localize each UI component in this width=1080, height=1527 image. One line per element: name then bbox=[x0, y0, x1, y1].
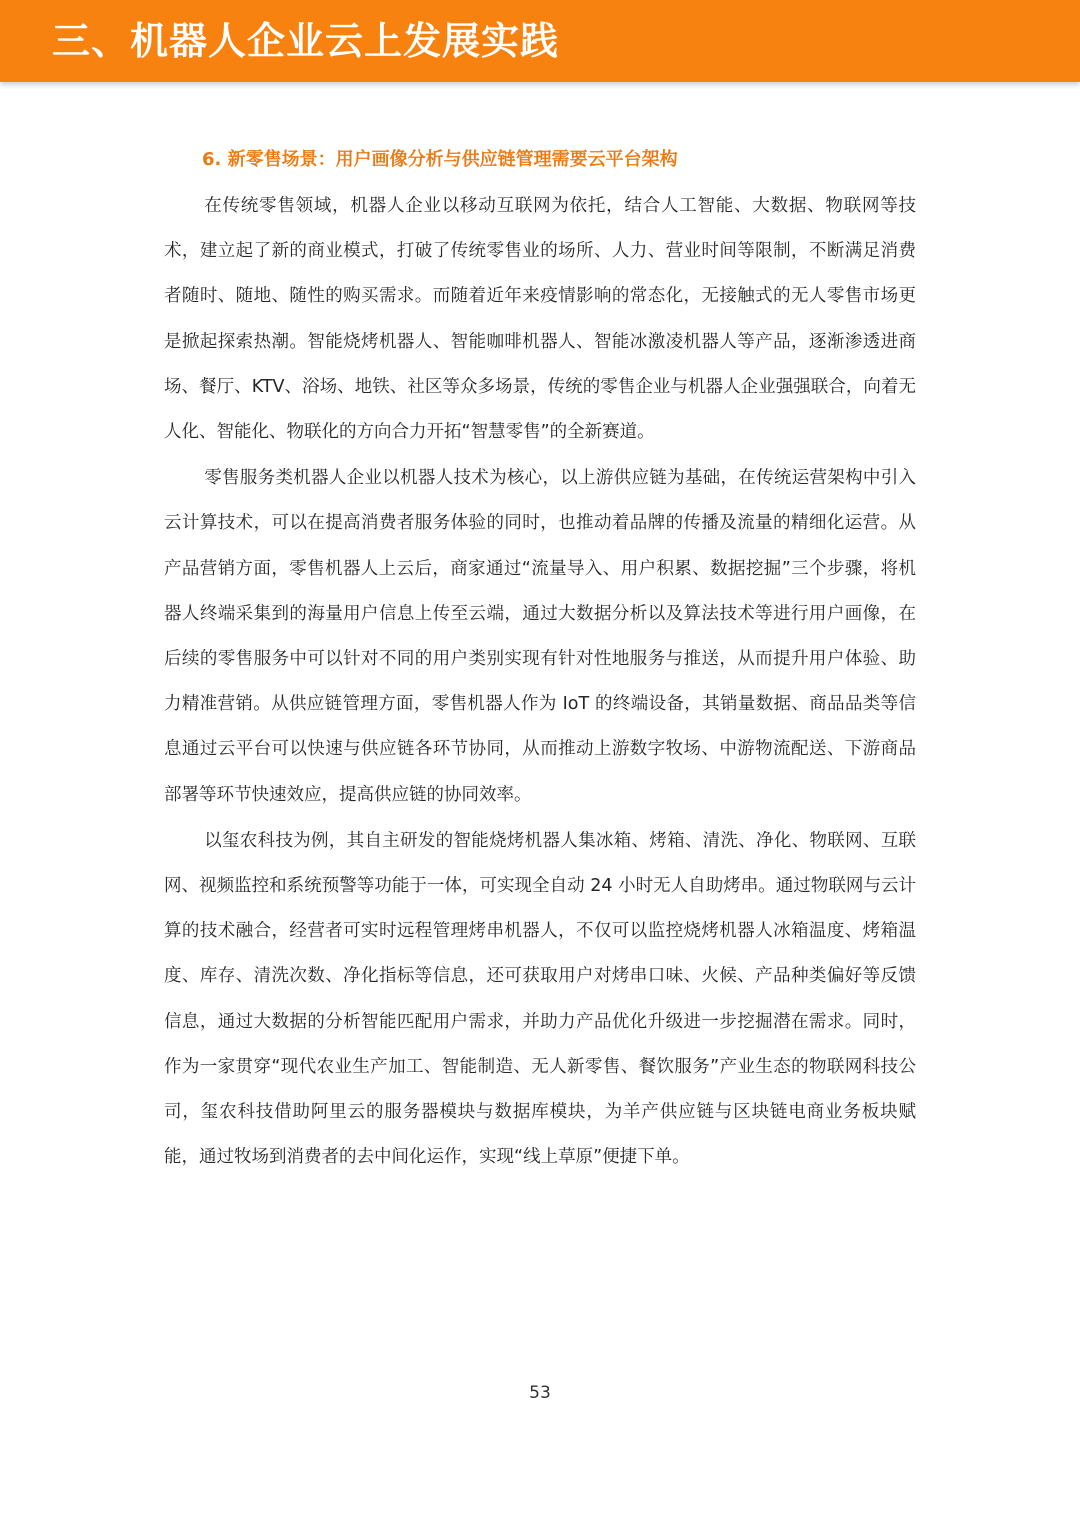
page-number: 53 bbox=[529, 1383, 551, 1403]
section-heading: 6. 新零售场景：用户画像分析与供应链管理需要云平台架构 bbox=[202, 149, 678, 170]
paragraph-2: 零售服务类机器人企业以机器人技术为核心，以上游供应链为基础，在传统运营架构中引入云计算技术，可以在提高消费者服务体验的同时，也推动着品牌的传播及流量的精细化运营。从产品营销方面，零售机器人上云后，商家通过“流量导入、用户积累、数据挖掘”三个步骤，将机器人终端采集到的海量用户信息上传至云端，通过大数据分析以及算法技术等进行用户画像，在后续的零售服务中可以针对不同的用户类别实现有针对性地服务与推送，从而提升用户体验、助力精准营销。从供应链管理方面，零售机器人作为 IoT 的终端设备，其销量数据、商品品类等信息通过云平台可以快速与供应链各环节协同，从而推动上游数字牧场、中游物流配送、下游商品部署等环节快速效应，提高供应链的协同效率。 bbox=[164, 468, 916, 805]
paragraph-3: 以玺农科技为例，其自主研发的智能烧烤机器人集冰箱、烤箱、清洗、净化、物联网、互联网、视频监控和系统预警等功能于一体，可实现全自动 24 小时无人自助烤串。通过物联网与云计算的技术融合，经营者可实时远程管理烤串机器人，不仅可以监控烧烤机器人冰箱温度、烤箱温度、库存、清洗次数、净化指标等信息，还可获取用户对烤串口味、火候、产品种类偏好等反馈信息，通过大数据的分析智能匹配用户需求，并助力产品优化升级进一步挖掘潜在需求。同时，作为一家贯穿“现代农业生产加工、智能制造、无人新零售、餐饮服务”产业生态的物联网科技公司，玺农科技借助阿里云的服务器模块与数据库模块，为羊产供应链与区块链电商业务板块赋能，通过牧场到消费者的去中间化运作，实现“线上草原”便捷下单。 bbox=[164, 830, 916, 1168]
paragraph-1: 在传统零售领域，机器人企业以移动互联网为依托，结合人工智能、大数据、物联网等技术，建立起了新的商业模式，打破了传统零售业的场所、人力、营业时间等限制，不断满足消费者随时、随地、随性的购买需求。而随着近年来疫情影响的常态化，无接触式的无人零售市场更是掀起探索热潮。智能烧烤机器人、智能咖啡机器人、智能冰激凌机器人等产品，逐渐渗透进商场、餐厅、KTV、浴场、地铁、社区等众多场景，传统的零售企业与机器人企业强强联合，向着无人化、智能化、物联化的方向合力开拓“智慧零售”的全新赛道。 bbox=[164, 196, 916, 443]
chapter-title: 三、机器人企业云上发展实践 bbox=[52, 19, 560, 63]
page-content bbox=[164, 140, 916, 1181]
header-bar bbox=[0, 0, 1080, 82]
